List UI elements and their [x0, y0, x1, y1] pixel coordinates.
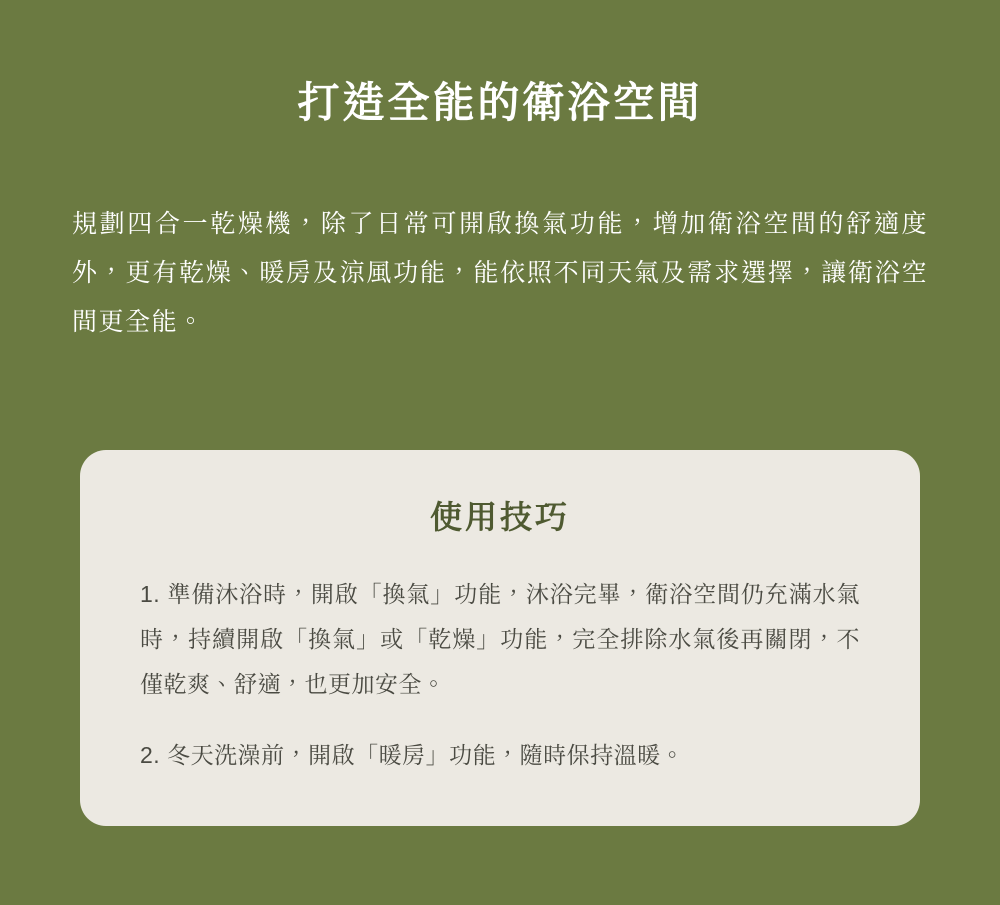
list-item: 1. 準備沐浴時，開啟「換氣」功能，沐浴完畢，衛浴空間仍充滿水氣時，持續開啟「換氣」或「乾燥」功能，完全排除水氣後再關閉，不僅乾爽、舒適，也更加安全。 — [140, 581, 860, 697]
tips-card — [80, 450, 920, 826]
tips-list — [80, 538, 920, 777]
intro-paragraph: 規劃四合一乾燥機，除了日常可開啟換氣功能，增加衛浴空間的舒適度外，更有乾燥、暖房及涼風功能，能依照不同天氣及需求選擇，讓衛浴空間更全能。 — [72, 210, 928, 336]
tips-card-title: 使用技巧 — [429, 499, 570, 535]
list-item: 2. 冬天洗澡前，開啟「暖房」功能，隨時保持溫暖。 — [140, 741, 685, 768]
page-title: 打造全能的衛浴空間 — [297, 79, 703, 126]
